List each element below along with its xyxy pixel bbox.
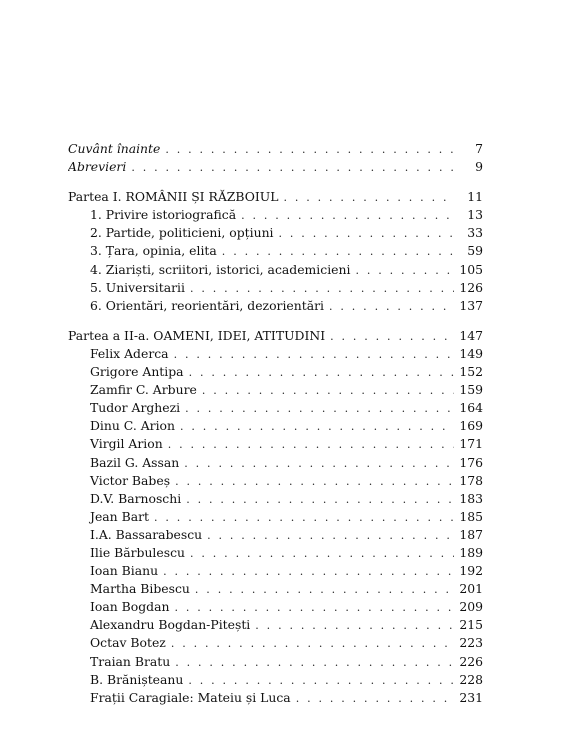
person-entry[interactable] — [68, 653, 483, 671]
chapter-entry[interactable] — [68, 261, 483, 279]
dot-leader — [195, 581, 454, 598]
page-number: 164 — [459, 400, 483, 416]
entry-title: Cuvânt înainte — [68, 141, 161, 156]
person-entry[interactable] — [68, 399, 483, 417]
dot-leader — [188, 672, 454, 689]
page-number: 105 — [459, 261, 483, 277]
page-number: 185 — [459, 508, 483, 524]
front-matter — [68, 140, 483, 176]
part-one-heading[interactable] — [68, 188, 483, 206]
entry-title: Bazil G. Assan — [90, 454, 180, 470]
chapter-entry[interactable] — [68, 279, 483, 297]
entry-title: Ioan Bogdan — [90, 599, 170, 615]
chapter-entry[interactable] — [68, 297, 483, 315]
entry-title: Zamfir C. Arbure — [90, 382, 197, 398]
entry-title: Frații Caragiale: Mateiu și Luca — [90, 689, 291, 705]
section-gap — [68, 176, 483, 188]
entry-title: B. Brănișteanu — [90, 671, 184, 687]
person-entry[interactable] — [68, 490, 483, 508]
entry-title: 6. Orientări, reorientări, dezorientări — [90, 297, 324, 313]
entry-title: Grigore Antipa — [90, 364, 184, 380]
entry-title: Alexandru Bogdan-Pitești — [90, 617, 251, 633]
dot-leader — [154, 509, 454, 526]
section-gap — [68, 315, 483, 327]
person-entry[interactable] — [68, 508, 483, 526]
part-title: Partea I. ROMÂNII ȘI RĂZBOIUL — [68, 189, 279, 205]
entry-title: 5. Universitarii — [90, 279, 185, 295]
page-number: 187 — [459, 526, 483, 542]
dot-leader — [175, 654, 454, 671]
dot-leader — [174, 599, 454, 616]
dot-leader — [241, 207, 454, 224]
chapter-entry[interactable] — [68, 206, 483, 224]
page-number: 59 — [467, 243, 483, 259]
page-number: 149 — [459, 345, 483, 361]
entry-title: 4. Ziariști, scriitori, istorici, academicieni — [90, 261, 351, 277]
page-number: 223 — [459, 635, 483, 651]
dot-leader — [171, 635, 454, 652]
page-number: 171 — [459, 436, 483, 452]
person-entry[interactable] — [68, 345, 483, 363]
page-number: 178 — [459, 472, 483, 488]
page-number: 201 — [459, 581, 483, 597]
dot-leader — [168, 436, 454, 453]
dot-leader — [163, 563, 454, 580]
person-entry[interactable] — [68, 381, 483, 399]
person-entry[interactable] — [68, 671, 483, 689]
entry-title: Martha Bibescu — [90, 581, 190, 597]
page-number: 147 — [459, 327, 483, 343]
page-number: 209 — [459, 599, 483, 615]
entry-title: 1. Privire istoriografică — [90, 207, 237, 223]
dot-leader — [190, 545, 454, 562]
entry-title: Octav Botez — [90, 635, 166, 651]
page-number: 192 — [459, 563, 483, 579]
page-number: 7 — [475, 141, 483, 156]
page-number: 137 — [459, 297, 483, 313]
entry-title: Victor Babeș — [90, 472, 171, 488]
dot-leader — [174, 346, 454, 363]
person-entry[interactable] — [68, 472, 483, 490]
dot-leader — [185, 400, 454, 417]
page-number: 215 — [459, 617, 483, 633]
page-number: 169 — [459, 418, 483, 434]
entry-title: Tudor Arghezi — [90, 400, 181, 416]
person-entry[interactable] — [68, 616, 483, 634]
page-number: 228 — [459, 671, 483, 687]
dot-leader — [186, 491, 454, 508]
dot-leader — [283, 189, 454, 206]
page-number: 226 — [459, 653, 483, 669]
entry-title: Virgil Arion — [90, 436, 163, 452]
entry-title: I.A. Bassarabescu — [90, 526, 203, 542]
dot-leader — [175, 473, 454, 490]
entry-title: Jean Bart — [90, 508, 150, 524]
person-entry[interactable] — [68, 454, 483, 472]
dot-leader — [189, 364, 454, 381]
entry-title: D.V. Barnoschi — [90, 490, 182, 506]
dot-leader — [202, 382, 454, 399]
chapter-entry[interactable] — [68, 224, 483, 242]
person-entry[interactable] — [68, 634, 483, 652]
dot-leader — [296, 690, 454, 707]
person-entry[interactable] — [68, 544, 483, 562]
person-entry[interactable] — [68, 562, 483, 580]
dot-leader — [180, 418, 454, 435]
dot-leader — [255, 617, 454, 634]
dot-leader — [184, 455, 454, 472]
dot-leader — [165, 141, 454, 158]
person-entry[interactable] — [68, 526, 483, 544]
part-two-heading[interactable] — [68, 327, 483, 345]
dot-leader — [131, 159, 454, 176]
dot-leader — [329, 298, 454, 315]
page-number: 231 — [459, 689, 483, 705]
page-number: 11 — [467, 189, 483, 205]
table-of-contents — [68, 140, 483, 707]
dot-leader — [222, 243, 454, 260]
page-number: 13 — [467, 207, 483, 223]
dot-leader — [279, 225, 454, 242]
part-title: Partea a II-a. OAMENI, IDEI, ATITUDINI — [68, 327, 326, 343]
front-matter-entry[interactable] — [68, 140, 483, 158]
entry-title: Abrevieri — [68, 159, 127, 175]
page-number: 183 — [459, 490, 483, 506]
person-entry[interactable] — [68, 417, 483, 435]
dot-leader — [330, 328, 454, 345]
part-one-chapters — [68, 206, 483, 315]
person-entry[interactable] — [68, 598, 483, 616]
dot-leader — [207, 527, 454, 544]
page-number: 152 — [459, 364, 483, 380]
person-entry[interactable] — [68, 689, 483, 707]
part-two-entries — [68, 345, 483, 707]
entry-title: Dinu C. Arion — [90, 418, 175, 434]
entry-title: Ilie Bărbulescu — [90, 544, 185, 560]
entry-title: Felix Aderca — [90, 345, 169, 361]
person-entry[interactable] — [68, 435, 483, 453]
entry-title: 3. Țara, opinia, elita — [90, 243, 217, 259]
dot-leader — [190, 280, 454, 297]
page-number: 159 — [459, 382, 483, 398]
entry-title: Traian Bratu — [90, 653, 171, 669]
entry-title: 2. Partide, politicieni, opțiuni — [90, 225, 274, 241]
page-number: 9 — [475, 159, 483, 175]
entry-title: Ioan Bianu — [90, 563, 159, 579]
person-entry[interactable] — [68, 363, 483, 381]
chapter-entry[interactable] — [68, 242, 483, 260]
page-number: 189 — [459, 544, 483, 560]
front-matter-entry[interactable] — [68, 158, 483, 176]
person-entry[interactable] — [68, 580, 483, 598]
page-number: 33 — [467, 225, 483, 241]
page-number: 126 — [459, 279, 483, 295]
page-number: 176 — [459, 454, 483, 470]
dot-leader — [355, 262, 454, 279]
